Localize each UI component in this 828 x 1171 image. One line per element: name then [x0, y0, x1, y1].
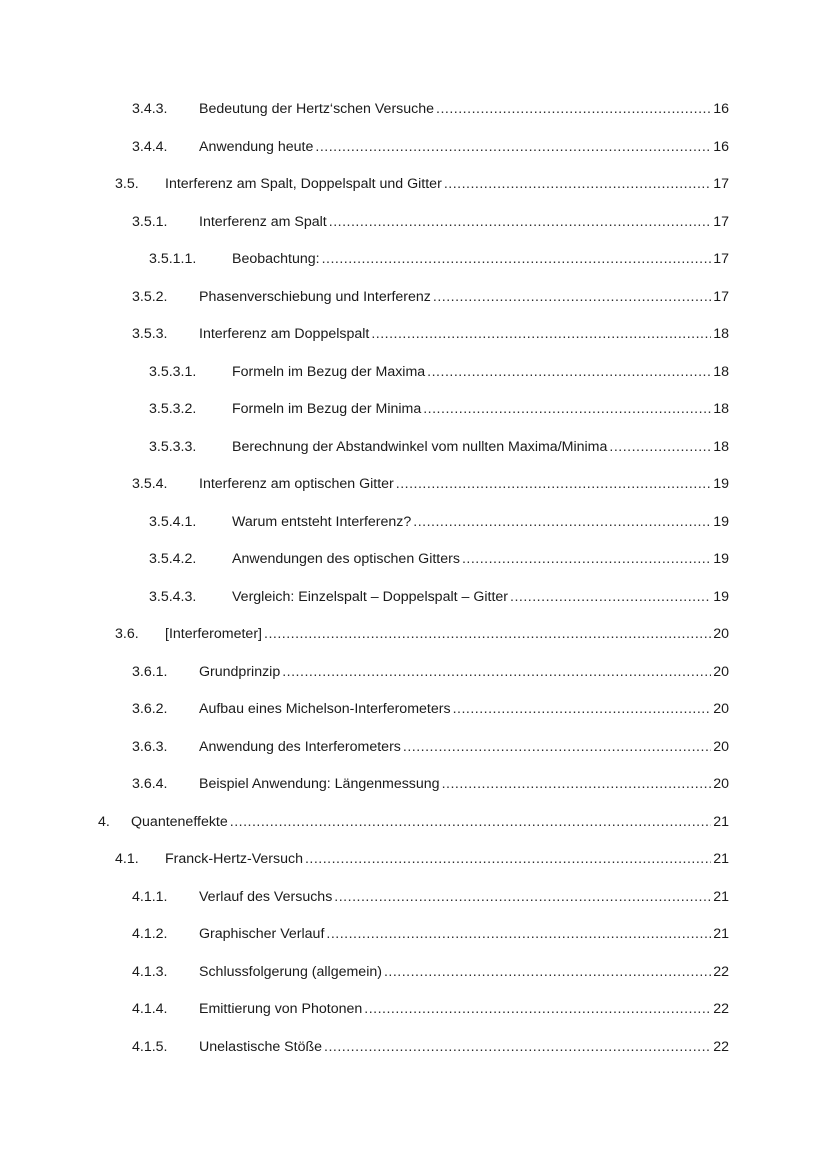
toc-entry-page-number: 17 — [713, 288, 729, 305]
toc-dot-leader — [322, 249, 712, 269]
toc-entry-page-number: 21 — [713, 926, 729, 943]
toc-dot-leader — [462, 549, 711, 569]
toc-entry-title: Unelastische Stöße — [199, 1039, 323, 1055]
toc-entry-number: 3.6. — [115, 626, 139, 643]
toc-entry-page-number: 19 — [713, 588, 729, 605]
toc-dot-leader — [427, 362, 711, 382]
toc-entry-page-number: 21 — [713, 888, 729, 905]
toc-entry[interactable] — [132, 137, 729, 157]
toc-entry-title: Beobachtung: — [232, 251, 320, 268]
toc-entry-number: 3.5.2. — [132, 288, 168, 305]
toc-entry-number: 3.5.1.1. — [149, 251, 197, 268]
toc-entry[interactable] — [149, 512, 729, 532]
toc-dot-leader — [510, 587, 711, 607]
toc-entry-number: 3.5.1. — [132, 213, 168, 230]
toc-entry-page-number: 22 — [713, 1039, 729, 1055]
toc-entry-number: 4. — [98, 813, 110, 830]
toc-entry-page-number: 21 — [713, 813, 729, 830]
toc-entry[interactable] — [98, 812, 729, 832]
toc-entry[interactable] — [132, 474, 729, 494]
toc-dot-leader — [423, 399, 711, 419]
toc-entry-page-number: 19 — [713, 513, 729, 530]
toc-entry-title: Graphischer Verlauf — [199, 926, 325, 943]
toc-dot-leader — [324, 1037, 711, 1057]
toc-entry-title: Formeln im Bezug der Minima — [232, 401, 422, 418]
toc-entry-number: 3.6.4. — [132, 776, 168, 793]
toc-dot-leader — [326, 924, 711, 944]
toc-dot-leader — [433, 287, 711, 307]
toc-entry-title: Beispiel Anwendung: Längenmessung — [199, 776, 440, 793]
toc-dot-leader — [444, 174, 711, 194]
toc-entry-page-number: 18 — [713, 326, 729, 343]
toc-entry-title: [Interferometer] — [165, 626, 262, 643]
toc-entry-page-number: 22 — [713, 1001, 729, 1018]
toc-dot-leader — [305, 849, 711, 869]
toc-entry-title: Quanteneffekte — [131, 813, 228, 830]
toc-entry-number: 3.5.3.3. — [149, 438, 197, 455]
toc-entry-number: 4.1. — [115, 851, 139, 868]
toc-entry-number: 3.6.1. — [132, 663, 168, 680]
toc-entry-number: 3.4.4. — [132, 138, 168, 155]
toc-entry-page-number: 18 — [713, 401, 729, 418]
toc-entry-page-number: 16 — [713, 138, 729, 155]
toc-entry[interactable] — [115, 849, 729, 869]
toc-entry-number: 3.5.3. — [132, 326, 168, 343]
toc-dot-leader — [453, 699, 712, 719]
toc-entry-page-number: 22 — [713, 963, 729, 980]
toc-entry-number: 3.6.3. — [132, 738, 168, 755]
toc-dot-leader — [403, 737, 711, 757]
toc-dot-leader — [442, 774, 712, 794]
toc-dot-leader — [334, 887, 711, 907]
toc-entry-page-number: 19 — [713, 551, 729, 568]
toc-entry-page-number: 18 — [713, 363, 729, 380]
toc-entry-number: 3.5.4.2. — [149, 551, 197, 568]
toc-dot-leader — [315, 137, 711, 157]
toc-entry-number: 4.1.4. — [132, 1001, 168, 1018]
toc-entry-page-number: 20 — [713, 626, 729, 643]
toc-entry-title: Anwendung des Interferometers — [199, 738, 401, 755]
toc-entry-title: Aufbau eines Michelson-Interferometers — [199, 701, 451, 718]
toc-entry-title: Bedeutung der Hertz‘schen Versuche — [199, 101, 435, 117]
toc-entry-page-number: 20 — [713, 738, 729, 755]
toc-entry[interactable] — [149, 549, 729, 569]
toc-entry[interactable] — [115, 174, 729, 194]
toc-entry-number: 4.1.5. — [132, 1039, 168, 1055]
toc-entry[interactable] — [132, 774, 729, 794]
toc-entry-page-number: 20 — [713, 663, 729, 680]
toc-entry-page-number: 20 — [713, 701, 729, 718]
toc-entry-number: 4.1.1. — [132, 888, 168, 905]
toc-entry[interactable] — [132, 1037, 729, 1057]
toc-entry-page-number: 21 — [713, 851, 729, 868]
toc-entry[interactable] — [132, 662, 729, 682]
toc-entry[interactable] — [132, 999, 729, 1019]
toc-entry[interactable] — [132, 962, 729, 982]
toc-entry-number: 3.5.4.3. — [149, 588, 197, 605]
toc-entry-page-number: 20 — [713, 776, 729, 793]
toc-entry-title: Phasenverschiebung und Interferenz — [199, 288, 431, 305]
toc-entry[interactable] — [149, 437, 729, 457]
toc-dot-leader — [609, 437, 711, 457]
toc-entry[interactable] — [132, 699, 729, 719]
toc-entry[interactable] — [149, 249, 729, 269]
toc-entry[interactable] — [149, 399, 729, 419]
toc-entry-page-number: 18 — [713, 438, 729, 455]
toc-entry-number: 3.5.4. — [132, 476, 168, 493]
toc-entry[interactable] — [132, 324, 729, 344]
toc-entry[interactable] — [132, 99, 729, 119]
toc-entry-title: Anwendungen des optischen Gitters — [232, 551, 460, 568]
toc-entry-number: 3.4.3. — [132, 101, 168, 117]
toc-entry-page-number: 17 — [713, 251, 729, 268]
toc-entry-number: 4.1.2. — [132, 926, 168, 943]
toc-entry-title: Interferenz am optischen Gitter — [199, 476, 394, 493]
toc-dot-leader — [384, 962, 711, 982]
toc-entry[interactable] — [149, 362, 729, 382]
toc-entry-page-number: 17 — [713, 213, 729, 230]
toc-entry[interactable] — [132, 287, 729, 307]
toc-entry[interactable] — [115, 624, 729, 644]
toc-entry-number: 3.5. — [115, 176, 139, 193]
toc-entry[interactable] — [149, 587, 729, 607]
toc-entry-title: Interferenz am Spalt, Doppelspalt und Gitter — [165, 176, 442, 193]
toc-dot-leader — [264, 624, 711, 644]
toc-entry-number: 3.5.4.1. — [149, 513, 197, 530]
toc-dot-leader — [364, 999, 711, 1019]
toc-entry-title: Vergleich: Einzelspalt – Doppelspalt – Gitter — [232, 588, 509, 605]
toc-entry-title: Berechnung der Abstandwinkel vom nullten Maxima/Minima — [232, 438, 608, 455]
toc-entry-title: Franck-Hertz-Versuch — [165, 851, 303, 868]
toc-entry-title: Emittierung von Photonen — [199, 1001, 363, 1018]
toc-entry[interactable] — [132, 924, 729, 944]
toc-entry-page-number: 16 — [713, 101, 729, 117]
toc-entry-page-number: 17 — [713, 176, 729, 193]
toc-dot-leader — [230, 812, 711, 832]
toc-entry-number: 3.5.3.2. — [149, 401, 197, 418]
toc-entry-title: Anwendung heute — [199, 138, 314, 155]
toc-entry-title: Warum entsteht Interferenz? — [232, 513, 412, 530]
toc-entry[interactable] — [132, 737, 729, 757]
toc-entry-page-number: 19 — [713, 476, 729, 493]
toc-entry[interactable] — [132, 887, 729, 907]
toc-dot-leader — [371, 324, 711, 344]
toc-entry-title: Grundprinzip — [199, 663, 281, 680]
toc-dot-leader — [329, 212, 711, 232]
toc-dot-leader — [396, 474, 711, 494]
toc-entry-title: Schlussfolgerung (allgemein) — [199, 963, 382, 980]
toc-entry-title: Verlauf des Versuchs — [199, 888, 333, 905]
toc-entry-title: Formeln im Bezug der Maxima — [232, 363, 426, 380]
toc-entry-number: 3.6.2. — [132, 701, 168, 718]
toc-dot-leader — [413, 512, 711, 532]
toc-entry-title: Interferenz am Spalt — [199, 213, 327, 230]
toc-entry-number: 4.1.3. — [132, 963, 168, 980]
toc-entry-title: Interferenz am Doppelspalt — [199, 326, 370, 343]
toc-entry[interactable] — [132, 212, 729, 232]
toc-entry-number: 3.5.3.1. — [149, 363, 197, 380]
toc-dot-leader — [282, 662, 711, 682]
toc-dot-leader — [436, 99, 711, 119]
